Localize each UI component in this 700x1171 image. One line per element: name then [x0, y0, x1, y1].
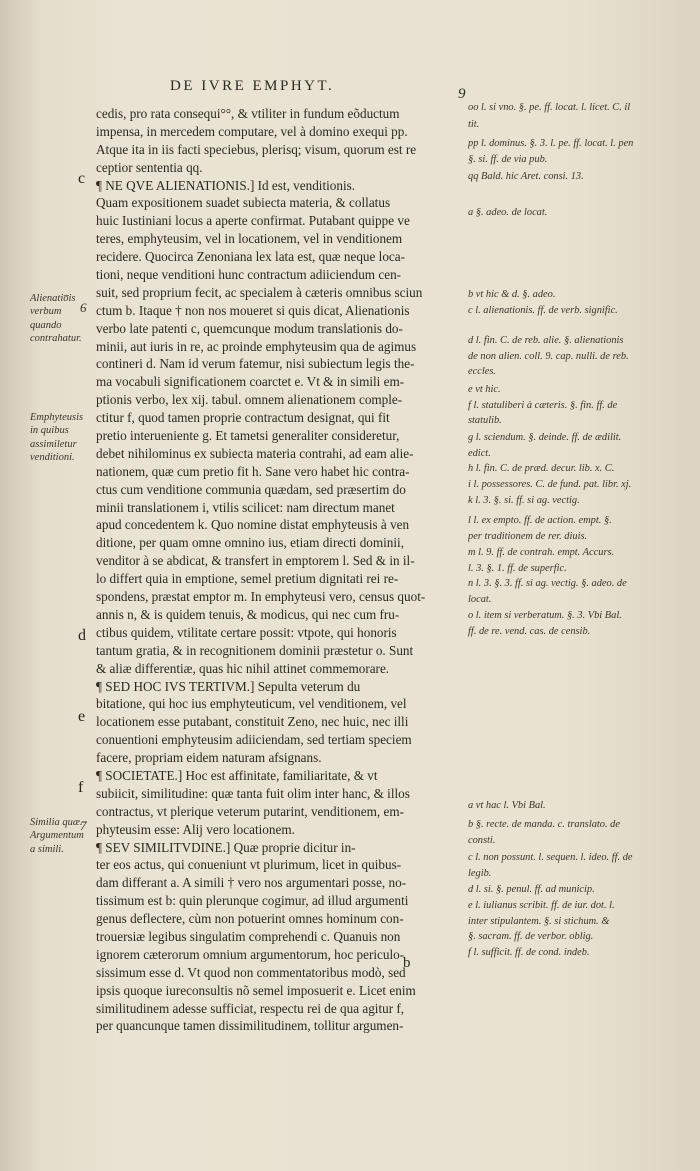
text-line: ma vocabuli significationem coarctet e. Vt & in simili em- [96, 374, 405, 390]
text-line: pretio interueniente g. Et tametsi generaliter consideretur, [96, 428, 400, 444]
marginal-citation: de non alien. coll. 9. cap. nulli. de reb. [468, 351, 629, 362]
text-line: ptionis verbo, lex xij. tabul. omnem alienationem comple- [96, 392, 403, 408]
text-line: dam differant a. A simili † vero nos argumentari posse, no- [96, 875, 407, 891]
marginal-citation: edict. [468, 448, 491, 459]
marginal-citation: g l. sciendum. §. deinde. ff. de ædilit. [468, 432, 622, 443]
text-line: ignorem cæterorum omnium argumentorum, hoc periculo- [96, 946, 405, 962]
page-number: 9 [458, 86, 466, 102]
text-line: trouersiæ legibus singulatim comprehendi c. Quanuis non [96, 928, 401, 944]
text-line: ter eos actus, qui conueniunt vt plurimum, licet in quibus- [96, 857, 402, 873]
text-line: genus deflectere, cùm non potuerint omnes hominum con- [96, 911, 404, 927]
marginal-citation: oo l. si vno. §. pe. ff. locat. l. licet. C. il [468, 102, 631, 113]
text-line: ctitur f, quod tamen proprie contractum designat, qui fit [96, 410, 390, 426]
marginal-citation: i l. possessores. C. de fund. pat. libr. xj. [468, 479, 632, 490]
marginal-citation: b §. recte. de manda. c. translato. de [468, 819, 620, 830]
section-letter-f: f [78, 779, 84, 796]
marginal-citation: m l. 9. ff. de contrah. empt. Accurs. [468, 547, 615, 558]
text-line: Atque ita in iis facti speciebus, plerisq; visum, quorum est re [96, 141, 417, 157]
text-line: & aliæ differentiæ, quas hic nihil attinet commemorare. [96, 660, 390, 676]
marginal-citation: per traditionem de rer. diuis. [468, 531, 588, 542]
marginal-citation: e vt hic. [468, 384, 501, 395]
marginal-citation: c l. alienationis. ff. de verb. signific. [468, 305, 618, 316]
marginal-citation: tit. [468, 119, 480, 130]
text-line: huic Iustiniani locus a aperte confirmat. Putabant quippe ve [96, 213, 410, 229]
marginal-citation: a §. adeo. de locat. [468, 207, 548, 218]
marginal-citation: f l. statuliberi à cæteris. §. fin. ff. de [468, 400, 618, 411]
paragraph-number-7: 7 [80, 818, 87, 833]
text-line: apud concedentem k. Quo nomine distat emphyteusis à ven [96, 517, 410, 533]
text-line: ¶ NE QVE ALIENATIONIS.] Id est, venditionis. [96, 177, 356, 193]
marginal-citation: qq Bald. hic Aret. consi. 13. [468, 171, 584, 182]
marginal-citation: consti. [468, 835, 496, 846]
marginal-citation: d l. si. §. penul. ff. ad municip. [468, 884, 595, 895]
text-line: ditione, per quam omne omnino ius, etiam directi dominii, [96, 535, 405, 551]
text-line: lo differt quia in emptione, semel pretium dignitati rei re- [96, 571, 399, 587]
text-line: ¶ SED HOC IVS TERTIVM.] Sepulta veterum du [96, 678, 361, 694]
text-line: verbo late patenti c, quemcunque modum translationis do- [96, 320, 403, 336]
marginal-citation: b vt hic & d. §. adeo. [468, 289, 556, 300]
text-line: minii translationem i, vtilis scilicet: nam directum manet [96, 499, 395, 515]
section-letter-d: d [78, 627, 86, 644]
marginal-citation: l l. ex empto. ff. de action. empt. §. [468, 515, 612, 526]
left-margin-note-emphyteusis: Emphyteusis in quibus assimiletur venditioni. [30, 412, 84, 464]
text-line: cedis, pro rata consequi°°, & vtiliter in fundum eõductum [96, 106, 400, 121]
marginal-citation: c l. non possunt. l. sequen. l. ideo. ff. de [468, 852, 633, 863]
text-line: sissimum esse d. Vt quod non commentatoribus modò, sed [96, 964, 406, 980]
text-line: debet nihilominus ex subiecta materia contrahi, ad eam alie- [96, 445, 414, 461]
left-margin-note-similia: Similia quæ. Argumentum a simili. [30, 817, 84, 855]
marginal-citation: inter stipulantem. §. si stichum. & [468, 916, 610, 927]
catchword: b [403, 955, 411, 971]
text-line: suit, sed proprium fecit, ac specialem à cæteris omnibus sciun [96, 284, 423, 300]
text-line: locationem esse putabant, constituit Zeno, nec huic, nec illi [96, 714, 409, 730]
running-title: DE IVRE EMPHYT. [170, 78, 335, 94]
paragraph-number-6: 6 [80, 300, 87, 315]
text-line: ctibus quidem, vtilitate certare possit: vtpote, qui honoris [96, 624, 397, 640]
text-line: subiicit, similitudine: quæ tanta fuit olim inter hanc, & illos [96, 785, 410, 801]
text-line: minii, aut iuris in re, ac proinde emphyteusim qua de agimus [96, 338, 417, 354]
section-letter-c: c [78, 170, 86, 187]
text-line: annis n, & is quidem tenuis, & modicus, qui nec cum fru- [96, 606, 400, 622]
text-line: teres, emphyteusim, vel in locationem, vel in venditionem [96, 231, 403, 247]
text-line: venditor à se abdicat, & transfert in emptorem l. Sed & in il- [96, 553, 415, 569]
marginal-citation: pp l. dominus. §. 3. l. pe. ff. locat. l. pen [468, 138, 634, 149]
marginal-citation: a vt hac l. Vbi Bal. [468, 800, 546, 811]
text-line: impensa, in mercedem computare, vel à domino exequi pp. [96, 123, 408, 139]
marginal-citation: e l. iulianus scribit. ff. de iur. dot. l. [468, 900, 615, 911]
text-line: per quancunque tamen dissimilitudinem, tollitur argumen- [96, 1018, 404, 1034]
marginal-citation: n l. 3. §. 3. ff. si ag. vectig. §. adeo. de [468, 578, 627, 589]
marginal-citation: ff. de re. vend. cas. de censib. [468, 626, 591, 637]
marginal-citation: f l. sufficit. ff. de cond. indeb. [468, 947, 590, 958]
marginal-citation: k l. 3. §. si. ff. si ag. vectig. [468, 495, 580, 506]
text-line: contractus, vt plerique veterum putarint, venditionem, em- [96, 803, 404, 819]
text-line: tissimum est b: quin plerunque cogimur, ad illud argumenti [96, 893, 409, 909]
marginal-citation: d l. fin. C. de reb. alie. §. alienationis [468, 335, 624, 346]
text-line: recidere. Quocirca Zenoniana lex lata est, quæ neque loca- [96, 249, 406, 265]
marginal-citation: legib. [468, 868, 492, 879]
marginal-citation: eccles. [468, 366, 496, 377]
marginal-citation: statulib. [468, 415, 502, 426]
text-line: ipsis quoque iureconsultis nõ semel imposuerit e. Licet enim [96, 982, 416, 998]
text-line: ctus cum venditione communia quædam, sed præsertim do [96, 481, 406, 497]
marginal-citation: h l. fin. C. de præd. decur. lib. x. C. [468, 463, 615, 474]
text-line: phyteusim esse: Alij vero locationem. [96, 821, 295, 837]
text-line: similitudinem adesse sufficiat, respectu rei de qua agitur f, [96, 1000, 405, 1016]
text-line: tioni, neque venditioni hunc contractum adiiciendum cen- [96, 267, 402, 283]
text-line: ¶ SOCIETATE.] Hoc est affinitate, familiaritate, & vt [96, 767, 378, 783]
text-line: nationem, quæ cum pretio fit h. Sane vero habet hic contra- [96, 463, 410, 479]
text-line: ctum b. Itaque † non nos moueret si quis dicat, Alienationis [96, 302, 410, 318]
marginal-citation: §. sacram. ff. de verbor. oblig. [468, 931, 594, 942]
text-line: contineri d. Nam id verum fatemur, nisi subiectum legis the- [96, 356, 415, 372]
text-line: bitatione, qui hoc ius emphyteuticum, vel venditionem, vel [96, 696, 407, 712]
text-line: ceptior sententia qq. [96, 159, 203, 175]
main-text-column [96, 105, 458, 1035]
text-line: tantum gratia, & in recognitionem dominii præstetur o. Sunt [96, 642, 414, 658]
marginal-citation: o l. item si verberatum. §. 3. Vbi Bal. [468, 610, 622, 621]
text-line: facere, propriam eidem naturam afsignans. [96, 750, 322, 766]
marginal-citation: l. 3. §. 1. ff. de superfic. [468, 563, 567, 574]
left-margin-note-alienation: Alienatio̅is verbum quando contrahatur. [30, 293, 82, 345]
section-letter-e: e [78, 708, 86, 725]
marginal-citation: §. si. ff. de via pub. [468, 154, 548, 165]
text-line: conuentioni emphyteusim adiiciendam, sed tertiam speciem [96, 732, 412, 748]
text-line: ¶ SEV SIMILITVDINE.] Quæ proprie dicitur in- [96, 839, 356, 855]
text-line: Quam expositionem suadet subiecta materia, & collatus [96, 195, 391, 211]
text-line: spondens, præstat emptor m. In emphyteusi vero, census quot- [96, 589, 426, 605]
marginal-citation: locat. [468, 594, 492, 605]
